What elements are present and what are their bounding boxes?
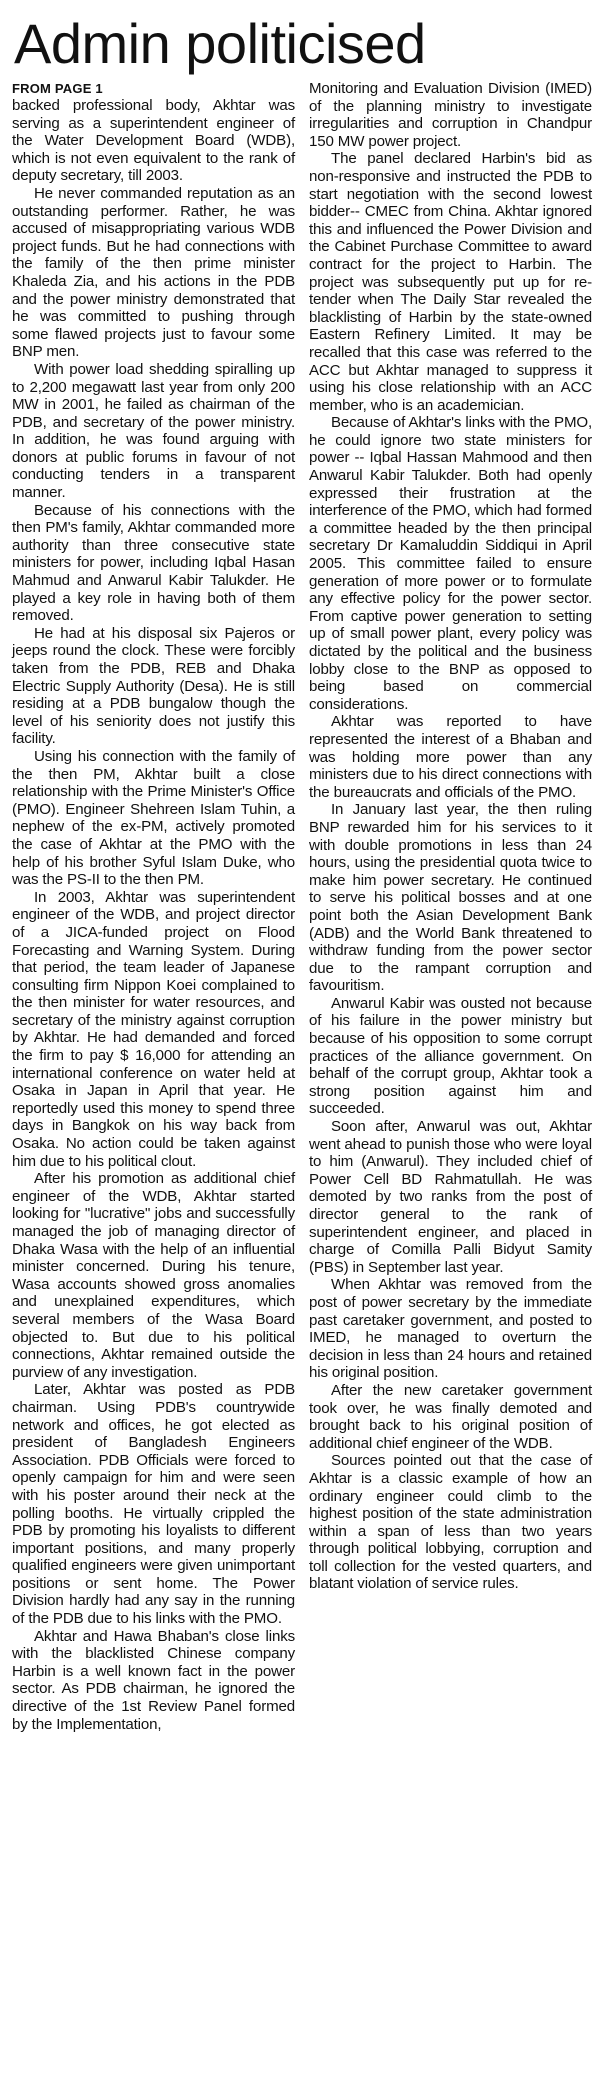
paragraph: He never commanded reputation as an outstanding performer. Rather, he was accused of misappropriating various WDB project funds. But he had connections with the family of the then prime minister Khaleda Zia, and his actions in the PDB and the power ministry demonstrated that he was committed to pushing through some flawed projects just to favour some BNP men.: [12, 184, 295, 361]
paragraph: Soon after, Anwarul was out, Akhtar went ahead to punish those who were loyal to him (Anwarul). They included chief of Power Cell BD Rahmatullah. He was demoted by two ranks from the post of director general to the rank of superintendent engineer, and placed in charge of Comilla Palli Bidyut Samity (PBS) in September last year.: [309, 1118, 592, 1276]
paragraph: Akhtar and Hawa Bhaban's close links with the blacklisted Chinese company Harbin is a well known fact in the power sector. As PDB chairman, he ignored the directive of the 1st Review Panel formed by the Implementation,: [12, 1627, 295, 1733]
paragraph: With power load shedding spiralling up to 2,200 megawatt last year from only 200 MW in 2001, he failed as chairman of the PDB, and secretary of the power ministry. In addition, he was found arguing with donors at public forums in favour of not conducting tenders in a transparent manner.: [12, 360, 295, 502]
paragraph: In 2003, Akhtar was superintendent engineer of the WDB, and project director of a JICA-funded project on Flood Forecasting and Warning System. During that period, the team leader of Japanese consulting firm Nippon Koei complained to the then minister for water resources, and secretary of the ministry against corruption by Akhtar. He had demanded and forced the firm to pay $ 16,000 for attending an international conference on water held at Osaka in Japan in April that year. He reportedly used this money to spend three days in Bangkok on his way back from Osaka. No action could be taken against him due to his political clout.: [12, 888, 295, 1170]
paragraph: Akhtar was reported to have represented the interest of a Bhaban and was holding more power than any ministers due to his direct connections with the bureaucrats and officials of the PMO.: [309, 713, 592, 801]
paragraph: In January last year, the then ruling BNP rewarded him for his services to it with double promotions in less than 24 hours, using the presidential quota twice to make him power secretary. He continued to serve his political bosses and at one point both the Asian Development Bank (ADB) and the World Bank threatened to withdraw funding from the power sector due to the rampant corruption and favouritism.: [309, 801, 592, 995]
paragraph: Because of Akhtar's links with the PMO, he could ignore two state ministers for power -- Iqbal Hassan Mahmood and then Anwarul Kabir Talukder. Both had openly expressed their frustration at the interference of the PMO, which had formed a committee headed by the then principal secretary Dr Kamaluddin Siddiqui in April 2005. This committee failed to ensure generation of more power or to formulate any effective policy for the power sector. From captive power generation to setting up of small power plant, every policy was dictated by the political and the business lobby close to the BNP as opposed to being based on commercial considerations.: [309, 414, 592, 713]
left-column: [12, 80, 295, 1733]
paragraph: After the new caretaker government took over, he was finally demoted and brought back to his original position of additional chief engineer of the WDB.: [309, 1381, 592, 1452]
right-column: [309, 80, 592, 1733]
paragraph: The panel declared Harbin's bid as non-responsive and instructed the PDB to start negotiation with the second lowest bidder-- CMEC from China. Akhtar ignored this and influenced the Power Division and the Cabinet Purchase Committee to award contract for the project to Harbin. The project was subsequently put up for re-tender when The Daily Star revealed the blacklisting of Harbin by the state-owned Eastern Refinery Limited. It may be recalled that this case was referred to the ACC but Akhtar managed to suppress it using his close relationship with an ACC member, who is an academician.: [309, 150, 592, 414]
article-body: [12, 80, 592, 1733]
paragraph: When Akhtar was removed from the post of power secretary by the immediate past caretaker government, and posted to IMED, he managed to overturn the decision in less than 24 hours and retained his original position.: [309, 1276, 592, 1382]
paragraph: Later, Akhtar was posted as PDB chairman. Using PDB's countrywide network and offices, he got elected as president of Bangladesh Engineers Association. PDB Officials were forced to openly campaign for him and were seen with his poster around their neck at the polling booths. He virtually crippled the PDB by promoting his loyalists to different important positions, and many properly qualified engineers were given unimportant positions or sent home. The Power Division hardly had any say in the running of the PDB due to his links with the PMO.: [12, 1381, 295, 1628]
paragraph: Using his connection with the family of the then PM, Akhtar built a close relationship with the Prime Minister's Office (PMO). Engineer Shehreen Islam Tuhin, a nephew of the ex-PM, actively promoted the case of Akhtar at the PMO with the help of his brother Syful Islam Duke, who was the PS-II to the then PM.: [12, 747, 295, 889]
article-headline: Admin politicised: [14, 12, 426, 75]
paragraph: Because of his connections with the then PM's family, Akhtar commanded more authority than three consecutive state ministers for power, including Iqbal Hasan Mahmud and Anwarul Kabir Talukder. He played a key role in having both of them removed.: [12, 501, 295, 625]
paragraph: Anwarul Kabir was ousted not because of his failure in the power ministry but because of his opposition to some corrupt practices of the alliance government. On behalf of the corrupt group, Akhtar took a strong position against him and succeeded.: [309, 994, 592, 1118]
paragraph: He had at his disposal six Pajeros or jeeps round the clock. These were forcibly taken from the PDB, REB and Dhaka Electric Supply Authority (Desa). He is still residing at a PDB bungalow though the level of his seniority does not justify this facility.: [12, 624, 295, 748]
paragraph: Sources pointed out that the case of Akhtar is a classic example of how an ordinary engineer could climb to the highest position of the state administration within a span of less than two years through political lobbying, corruption and toll collection for the vested quarters, and blatant violation of service rules.: [309, 1452, 592, 1593]
paragraph: Monitoring and Evaluation Division (IMED) of the planning ministry to investigate irregularities and corruption in Chandpur 150 MW power project.: [309, 80, 592, 150]
paragraph: backed professional body, Akhtar was serving as a superintendent engineer of the Water Development Board (WDB), which is not even equivalent to the rank of deputy secretary, till 2003.: [12, 97, 295, 185]
paragraph: After his promotion as additional chief engineer of the WDB, Akhtar started looking for "lucrative" jobs and successfully managed the job of managing director of Dhaka Wasa with the help of an influential minister concerned. During his tenure, Wasa accounts showed gross anomalies and unexplained expenditures, which several members of the Wasa Board objected to. But due to his political connections, Akhtar remained outside the purview of any investigation.: [12, 1170, 295, 1381]
jump-label: FROM PAGE 1: [12, 81, 103, 96]
